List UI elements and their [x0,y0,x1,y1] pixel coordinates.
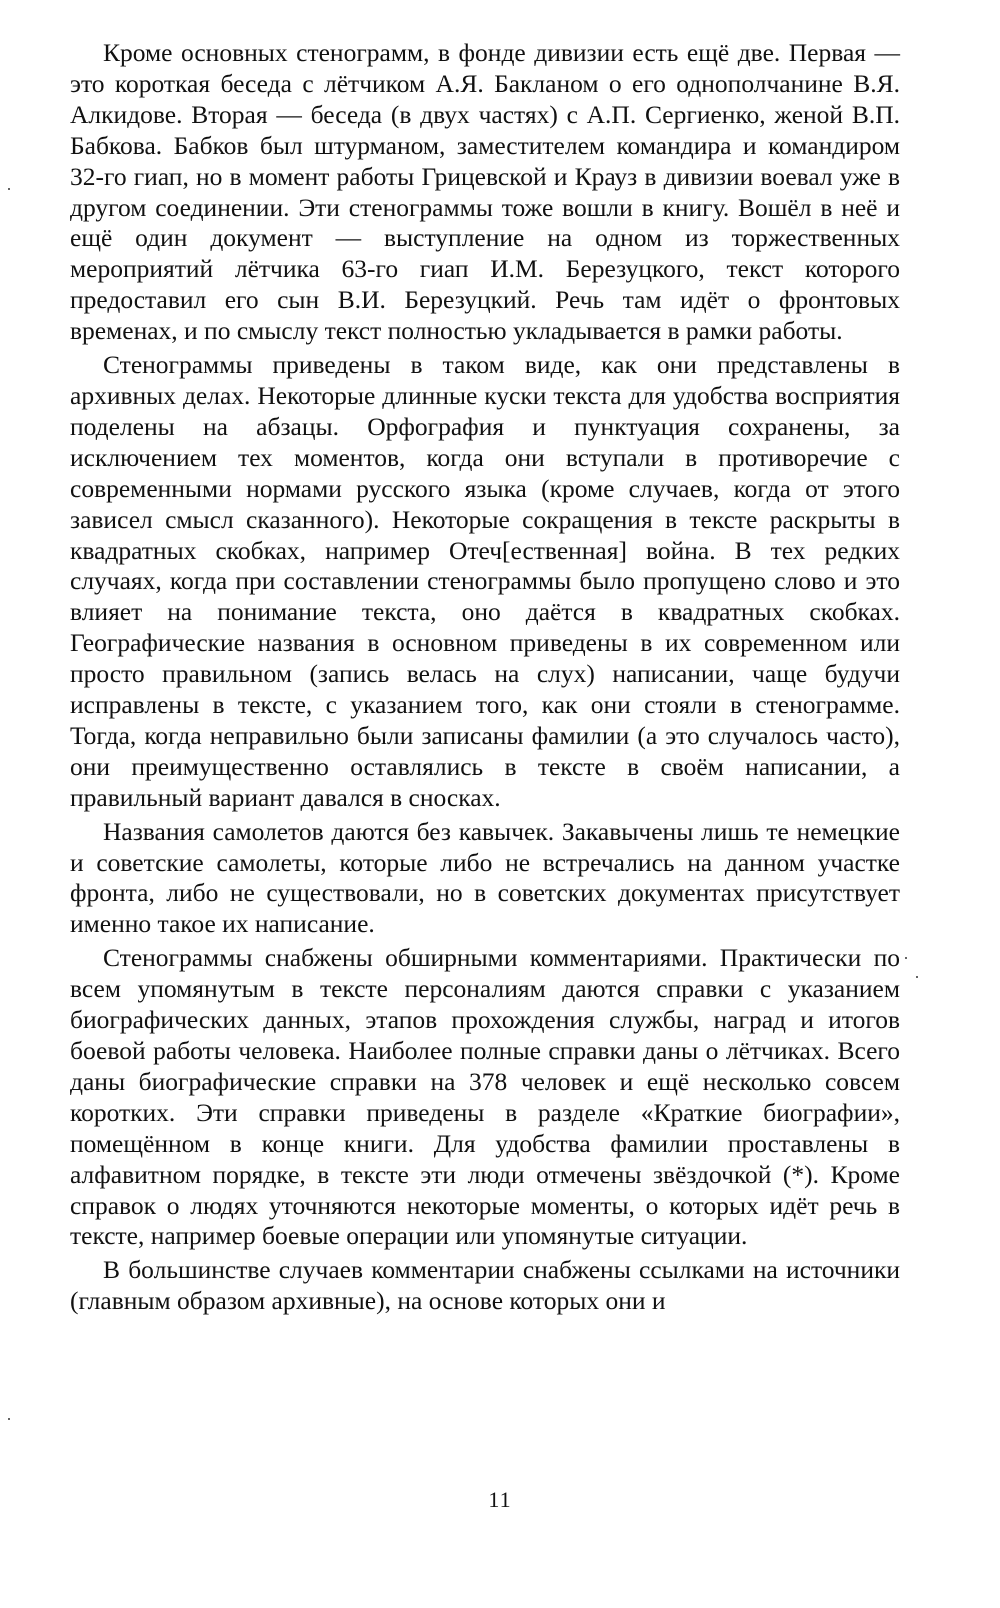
scan-speck [916,976,918,978]
scan-speck [8,188,10,190]
paragraph-aircraft-names: Названия самолетов даются без кавычек. Закавычены лишь те немецкие и советские самолеты, которые либо не встречались на данном участке фронта, либо не существовали, но в советских документах присутствует именно такое их написание. [70,816,900,939]
paragraph-stenograms-format: Стенограммы приведены в таком виде, как они представлены в архивных делах. Некоторые длинные куски текста для удобства восприятия поделены на абзацы. Орфография и пунктуация сохранены, за исключением тех моментов, когда они вступали в противоречие с современными нормами русского языка (кроме случаев, когда от этого зависел смысл сказанного). Некоторые сокращения в тексте раскрыты в квадратных скобках, например Отеч[ественная] война. В тех редких случаях, когда при составлении стенограммы было пропущено слово и это влияет на понимание текста, оно даётся в квадратных скобках. Географические названия в основном приведены в их современном или просто правильном (запись велась на слух) написании, чаще будучи исправлены в тексте, с указанием того, как они стояли в стенограмме. Тогда, когда неправильно были записаны фамилии (а это случалось часто), они преимущественно оставлялись в тексте в своём написании, а правильный вариант давался в сносках. [70,350,900,812]
paragraph-stenograms-additional: Кроме основных стенограмм, в фонде дивизии есть ещё две. Первая — это короткая беседа с лётчиком А.Я. Бакланом о его однополчанине В.Я. Алкидове. Вторая — беседа (в двух частях) с А.П. Сергиенко, женой В.П. Бабкова. Бабков был штурманом, заместителем командира и командиром 32-го гиап, но в момент работы Грицевской и Крауз в дивизии воевал уже в другом соединении. Эти стенограммы тоже вошли в книгу. Вошёл в неё и ещё один документ — выступление на одном из торжественных мероприятий лётчика 63-го гиап И.М. Березуцкого, текст которого предоставил его сын В.И. Березуцкий. Речь там идёт о фронтовых временах, и по смыслу текст полностью укладывается в рамки работы. [70,38,900,346]
scan-speck [905,957,907,959]
body-text [70,38,900,1320]
scan-speck [8,1418,10,1420]
paragraph-sources: В большинстве случаев комментарии снабжены ссылками на источники (главным образом архивные), на основе которых они и [70,1255,900,1316]
paragraph-commentary: Стенограммы снабжены обширными комментариями. Практически по всем упомянутым в тексте персоналиям даются справки с указанием биографических данных, этапов прохождения службы, наград и итогов боевой работы человека. Наиболее полные справки даны о лётчиках. Всего даны биографические справки на 378 человек и ещё несколько совсем коротких. Эти справки приведены в разделе «Краткие биографии», помещённом в конце книги. Для удобства фамилии проставлены в алфавитном порядке, в тексте эти люди отмечены звёздочкой (*). Кроме справок о людях уточняются некоторые моменты, о которых идёт речь в тексте, например боевые операции или упомянутые ситуации. [70,943,900,1251]
page-number: 11 [488,1487,512,1512]
